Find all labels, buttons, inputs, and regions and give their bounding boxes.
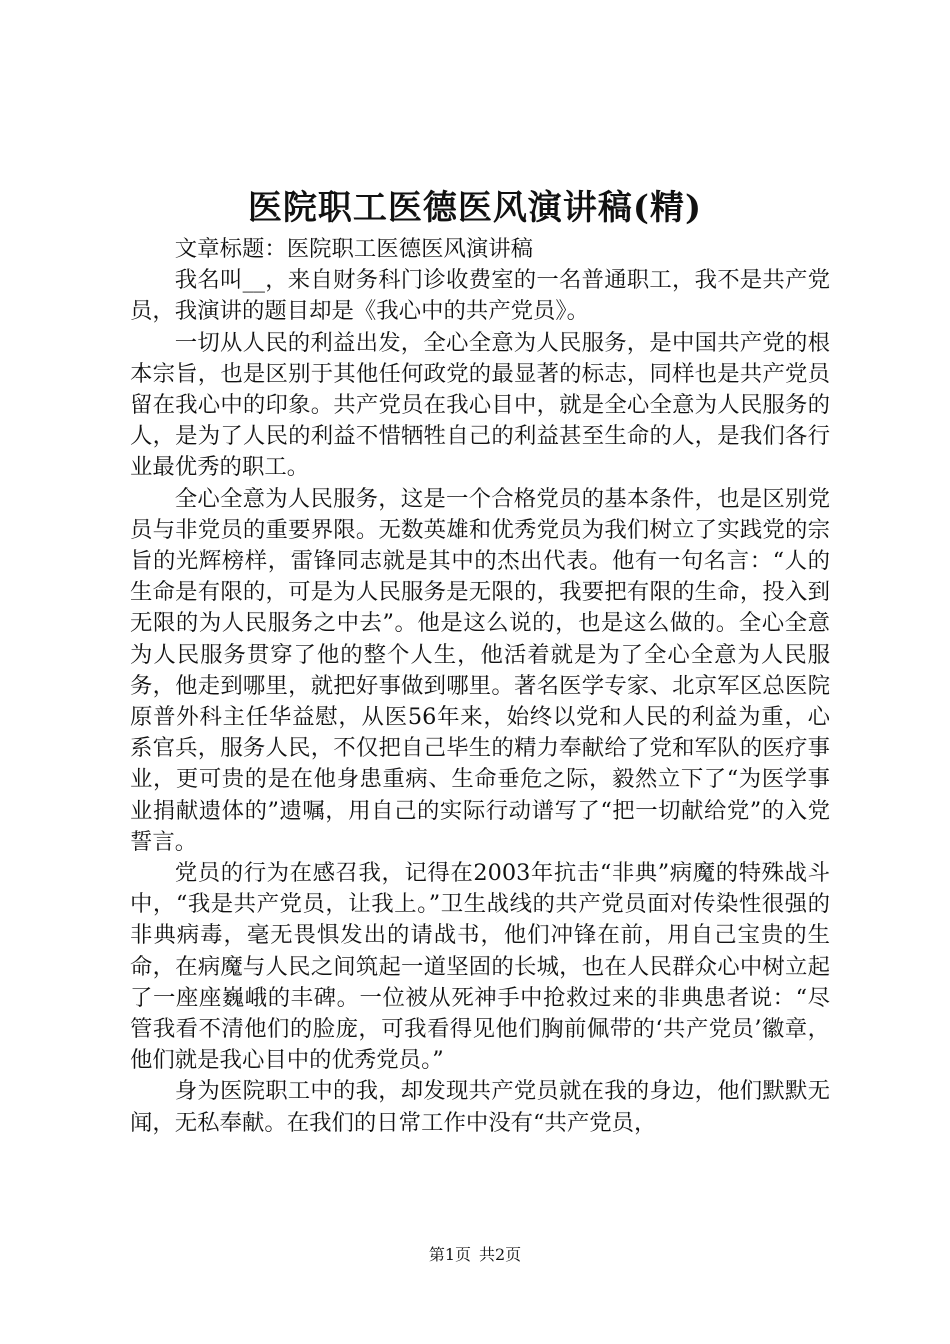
paragraph: 全心全意为人民服务，这是一个合格党员的基本条件，也是区别党员与非党员的重要界限。无数英雄和优秀党员为我们树立了实践党的宗旨的光辉榜样，雷锋同志就是其中的杰出代表。他有一句名言：“人的生命是有限的，可是为人民服务是无限的，我要把有限的生命，投入到无限的为人民服务之中去”。他是这么说的，也是这么做的。全心全意为人民服务贯穿了他的整个人生，他活着就是为了全心全意为人民服务，他走到哪里，就把好事做到哪里。著名医学专家、北京军区总医院原普外科主任华益慰，从医56年来，始终以党和人民的利益为重，心系官兵，服务人民，不仅把自己毕生的精力奉献给了党和军队的医疗事业，更可贵的是在他身患重病、生命垂危之际，毅然立下了“为医学事业捐献遗体的”遗嘱，用自己的实际行动谱写了“把一切献给党”的入党誓言。 <box>130 485 830 855</box>
paragraph-article-title: 文章标题：医院职工医德医风演讲稿 <box>174 236 534 262</box>
page-total: 共2页 <box>479 1245 522 1264</box>
document-title: 医院职工医德医风演讲稿(精) <box>247 188 703 228</box>
page-number: 第1页 <box>428 1245 471 1264</box>
paragraph: 党员的行为在感召我，记得在2003年抗击“非典”病魔的特殊战斗中，“我是共产党员，让我上。”卫生战线的共产党员面对传染性很强的非典病毒，毫无畏惧发出的请战书，他们冲锋在前，用自己宝贵的生命，在病魔与人民之间筑起一道坚固的长城，也在人民群众心中树立起了一座座巍峨的丰碑。一位被从死神手中抢救过来的非典患者说：“尽管我看不清他们的脸庞，可我看得见他们胸前佩带的‘共产党员’徽章，他们就是我心目中的优秀党员。” <box>130 860 830 1074</box>
paragraph: 身为医院职工中的我，却发现共产党员就在我的身边，他们默默无闻，无私奉献。在我们的日常工作中没有“共产党员， <box>130 1078 830 1136</box>
document-body <box>130 234 830 1139</box>
paragraph: 我名叫__，来自财务科门诊收费室的一名普通职工，我不是共产党员，我演讲的题目却是《我心中的共产党员》。 <box>130 267 830 325</box>
paragraph: 一切从人民的利益出发，全心全意为人民服务，是中国共产党的根本宗旨，也是区别于其他任何政党的最显著的标志，同样也是共产党员留在我心中的印象。共产党员在我心目中，就是全心全意为人民服务的人，是为了人民的利益不惜牺牲自己的利益甚至生命的人，是我们各行业最优秀的职工。 <box>130 329 830 481</box>
page-footer <box>0 1244 950 1266</box>
